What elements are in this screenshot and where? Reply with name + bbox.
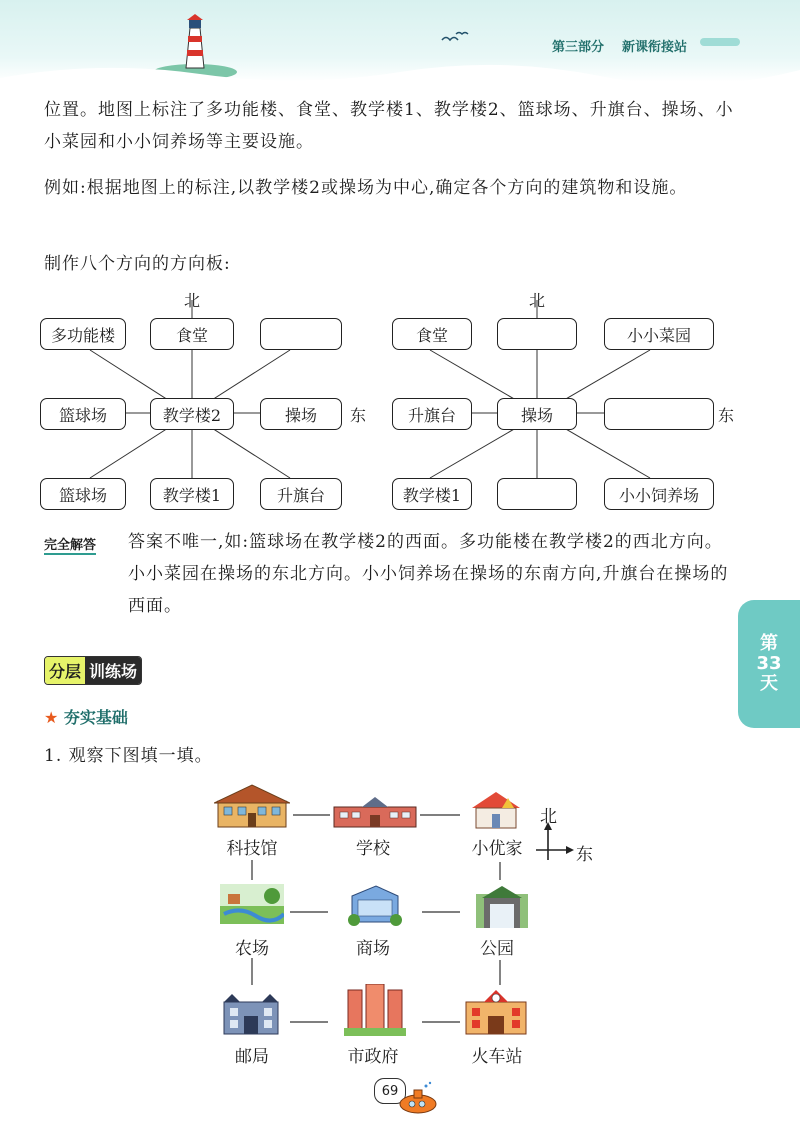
answer-tag: 完全解答 (44, 534, 96, 555)
place-label-farm: 农场 (235, 939, 269, 959)
science-museum-icon (214, 783, 290, 829)
place-label-park: 公园 (480, 939, 514, 959)
section-title-part2: 训练场 (85, 657, 141, 684)
board-2-northwest: 食堂 (392, 318, 472, 350)
board-2-east-label: 东 (718, 406, 735, 425)
place-label-city-hall: 市政府 (347, 1047, 399, 1067)
mall-icon (346, 882, 404, 926)
day-tab-number: 33 (756, 653, 782, 674)
map-east-label: 东 (576, 845, 593, 865)
school-icon (332, 795, 418, 829)
place-label-mall: 商场 (356, 939, 390, 959)
train-station-icon (464, 988, 528, 1036)
day-tab-line1: 第 (760, 633, 778, 654)
board-1-northwest: 多功能楼 (40, 318, 126, 350)
star-icon: ★ (44, 708, 59, 727)
map-north-label: 北 (540, 807, 557, 827)
board-1-north: 食堂 (150, 318, 234, 350)
house-icon (470, 790, 522, 830)
paragraph-example: 例如:根据地图上的标注,以教学楼2或操场为中心,确定各个方向的建筑物和设施。 (44, 178, 688, 198)
place-label-train-station: 火车站 (471, 1047, 523, 1067)
header-title: 新课衔接站 (622, 40, 688, 55)
page-number: 69 (381, 1083, 399, 1099)
board-2-center: 操场 (497, 398, 577, 430)
board-1-east-label: 东 (350, 406, 367, 425)
paragraph-make-board: 制作八个方向的方向板: (44, 254, 231, 274)
board-1-north-label: 北 (184, 291, 201, 310)
board-1-west: 篮球场 (40, 398, 126, 430)
board-2-northeast: 小小菜园 (604, 318, 714, 350)
board-1-south: 教学楼1 (150, 478, 234, 510)
place-label-school: 学校 (356, 839, 390, 859)
section-title-part1: 分层 (45, 657, 85, 684)
header-section: 第三部分 (552, 40, 605, 55)
day-tab-line3: 天 (760, 673, 778, 694)
board-2-southeast: 小小饲养场 (604, 478, 714, 510)
park-icon (474, 884, 530, 930)
board-1-southwest: 篮球场 (40, 478, 126, 510)
board-1-southeast: 升旗台 (260, 478, 342, 510)
board-2-southwest: 教学楼1 (392, 478, 472, 510)
city-hall-icon (344, 984, 406, 1036)
farm-icon (220, 884, 284, 924)
question-1: 1. 观察下图填一填。 (44, 746, 213, 766)
board-2-west: 升旗台 (392, 398, 472, 430)
submarine-icon (396, 1080, 442, 1116)
place-label-post-office: 邮局 (235, 1047, 269, 1067)
board-1-east: 操场 (260, 398, 342, 430)
answer-text: 答案不唯一,如:篮球场在教学楼2的西面。多功能楼在教学楼2的西北方向。小小菜园在操场的东北方向。小小饲养场在操场的东南方向,升旗台在操场的西面。 (128, 532, 729, 616)
subsection-label: 夯实基础 (63, 708, 128, 727)
board-1-center: 教学楼2 (150, 398, 234, 430)
place-label-xiaoyou-home: 小优家 (471, 839, 523, 859)
post-office-icon (222, 992, 280, 1036)
place-label-science-museum: 科技馆 (226, 839, 278, 859)
paragraph-facilities: 位置。地图上标注了多功能楼、食堂、教学楼1、教学楼2、篮球场、升旗台、操场、小小菜园和小小饲养场等主要设施。 (44, 100, 734, 152)
compass-arrow-icon (534, 822, 574, 862)
board-2-north-label: 北 (529, 291, 546, 310)
